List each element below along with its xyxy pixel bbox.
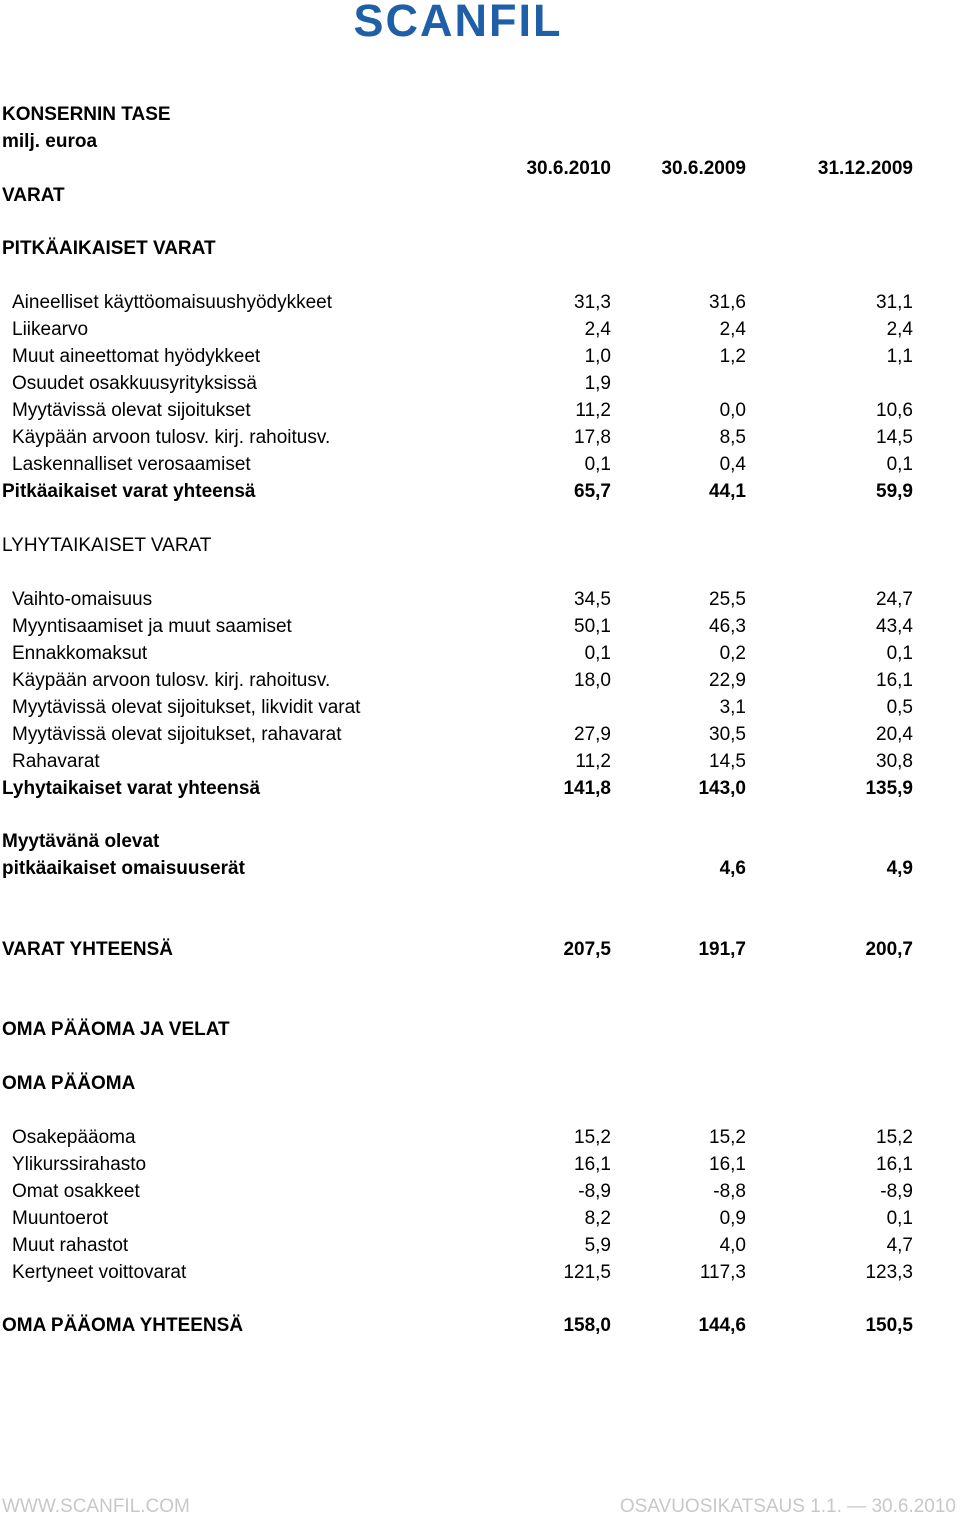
column-header-3: 31.12.2009 [817,158,913,179]
unit-label: milj. euroa [2,131,98,152]
row-label: Myytävissä olevat sijoitukset [12,400,251,421]
row-value-col2: 8,5 [719,427,746,448]
row-label: Myytävissä olevat sijoitukset, likvidit varat [12,697,361,718]
row-value-col1: 141,8 [563,778,611,799]
row-value-col3: 200,7 [865,939,913,960]
row-value-col2: 16,1 [709,1154,746,1175]
row-value-col2: 0,9 [719,1208,746,1229]
row-value-col2: 2,4 [719,319,746,340]
row-value-col2: 0,2 [719,643,746,664]
row-value-col1: 2,4 [584,319,611,340]
row-label: Myytävänä olevat [2,831,160,852]
row-value-col1: 31,3 [574,292,611,313]
column-header-1: 30.6.2010 [526,158,611,179]
row-value-col3: 30,8 [876,751,913,772]
section-heading: VARAT [2,185,65,206]
row-value-col2: 30,5 [709,724,746,745]
row-value-col3: 15,2 [876,1127,913,1148]
row-label: OMA PÄÄOMA YHTEENSÄ [2,1315,244,1336]
row-value-col1: 0,1 [584,454,611,475]
row-value-col2: 191,7 [698,939,746,960]
row-value-col2: 0,4 [719,454,746,475]
row-label: Ennakkomaksut [12,643,148,664]
row-value-col3: 14,5 [876,427,913,448]
row-value-col2: -8,8 [713,1181,746,1202]
row-label: pitkäaikaiset omaisuuserät [2,858,245,879]
row-label: Myytävissä olevat sijoitukset, rahavarat [12,724,342,745]
row-value-col3: 1,1 [886,346,913,367]
row-value-col2: 117,3 [699,1262,746,1283]
row-value-col1: 1,9 [584,373,611,394]
row-value-col2: 22,9 [709,670,746,691]
row-label: Lyhytaikaiset varat yhteensä [2,778,261,799]
row-value-col3: 31,1 [876,292,913,313]
row-value-col2: 4,6 [719,858,746,879]
scanfil-logo [305,0,611,40]
row-label: Pitkäaikaiset varat yhteensä [2,481,256,502]
row-value-col1: 50,1 [574,616,611,637]
row-value-col2: 44,1 [709,481,746,502]
row-value-col2: 3,1 [719,697,746,718]
row-label: OMA PÄÄOMA [2,1073,136,1094]
row-label: Vaihto-omaisuus [12,589,153,610]
row-value-col3: 0,1 [886,454,913,475]
row-value-col1: 207,5 [563,939,611,960]
row-label: LYHYTAIKAISET VARAT [2,535,212,556]
row-value-col1: 121,5 [563,1262,611,1283]
row-value-col1: 11,2 [575,400,611,421]
row-value-col1: -8,9 [578,1181,611,1202]
row-label: Aineelliset käyttöomaisuushyödykkeet [12,292,333,313]
row-label: Ylikurssirahasto [12,1154,147,1175]
row-label: VARAT YHTEENSÄ [2,939,174,960]
row-value-col3: 4,9 [886,858,913,879]
row-value-col3: 0,1 [886,1208,913,1229]
row-value-col2: 143,0 [698,778,746,799]
row-value-col2: 31,6 [709,292,746,313]
row-value-col3: 150,5 [865,1315,913,1336]
row-label: Muut aineettomat hyödykkeet [12,346,261,367]
row-value-col3: 24,7 [876,589,913,610]
row-label: OMA PÄÄOMA JA VELAT [2,1019,230,1040]
row-value-col1: 15,2 [574,1127,611,1148]
row-value-col1: 27,9 [574,724,611,745]
row-label: Muut rahastot [12,1235,129,1256]
row-value-col3: 16,1 [876,1154,913,1175]
row-value-col3: 123,3 [865,1262,913,1283]
row-value-col3: 2,4 [886,319,913,340]
footer-website: WWW.SCANFIL.COM [2,1496,190,1517]
row-label: Rahavarat [12,751,100,772]
row-value-col1: 16,1 [574,1154,611,1175]
row-value-col1: 11,2 [575,751,611,772]
logo-text: SCANFIL [353,0,563,40]
row-value-col3: 4,7 [886,1235,913,1256]
row-value-col3: 135,9 [865,778,913,799]
row-value-col1: 0,1 [584,643,611,664]
row-value-col1: 34,5 [574,589,611,610]
row-value-col2: 4,0 [719,1235,746,1256]
row-label: Käypään arvoon tulosv. kirj. rahoitusv. [12,670,331,691]
row-value-col1: 158,0 [563,1315,611,1336]
row-value-col3: 20,4 [876,724,913,745]
row-label: Osuudet osakkuusyrityksissä [12,373,257,394]
row-value-col2: 144,6 [698,1315,746,1336]
row-value-col2: 14,5 [709,751,746,772]
row-label: PITKÄAIKAISET VARAT [2,238,216,259]
column-header-2: 30.6.2009 [661,158,746,179]
row-value-col3: 0,5 [886,697,913,718]
row-value-col3: 10,6 [876,400,913,421]
footer-report-name: OSAVUOSIKATSAUS 1.1. — 30.6.2010 [619,1496,956,1517]
row-value-col3: 43,4 [876,616,913,637]
row-value-col2: 1,2 [719,346,746,367]
row-value-col3: 59,9 [876,481,913,502]
row-value-col3: 16,1 [876,670,913,691]
row-label: Osakepääoma [12,1127,136,1148]
row-value-col1: 5,9 [584,1235,611,1256]
row-label: Omat osakkeet [12,1181,140,1202]
row-label: Kertyneet voittovarat [12,1262,187,1283]
report-title: KONSERNIN TASE [2,104,171,125]
row-value-col1: 1,0 [584,346,611,367]
row-label: Laskennalliset verosaamiset [12,454,251,475]
row-value-col2: 15,2 [709,1127,746,1148]
row-label: Myyntisaamiset ja muut saamiset [12,616,292,637]
row-value-col2: 0,0 [719,400,746,421]
row-value-col1: 65,7 [574,481,611,502]
row-value-col1: 17,8 [574,427,611,448]
row-value-col1: 8,2 [584,1208,611,1229]
row-label: Käypään arvoon tulosv. kirj. rahoitusv. [12,427,331,448]
row-label: Liikearvo [12,319,89,340]
row-label: Muuntoerot [12,1208,109,1229]
row-value-col3: -8,9 [880,1181,913,1202]
row-value-col2: 25,5 [709,589,746,610]
row-value-col3: 0,1 [886,643,913,664]
row-value-col1: 18,0 [574,670,611,691]
row-value-col2: 46,3 [709,616,746,637]
